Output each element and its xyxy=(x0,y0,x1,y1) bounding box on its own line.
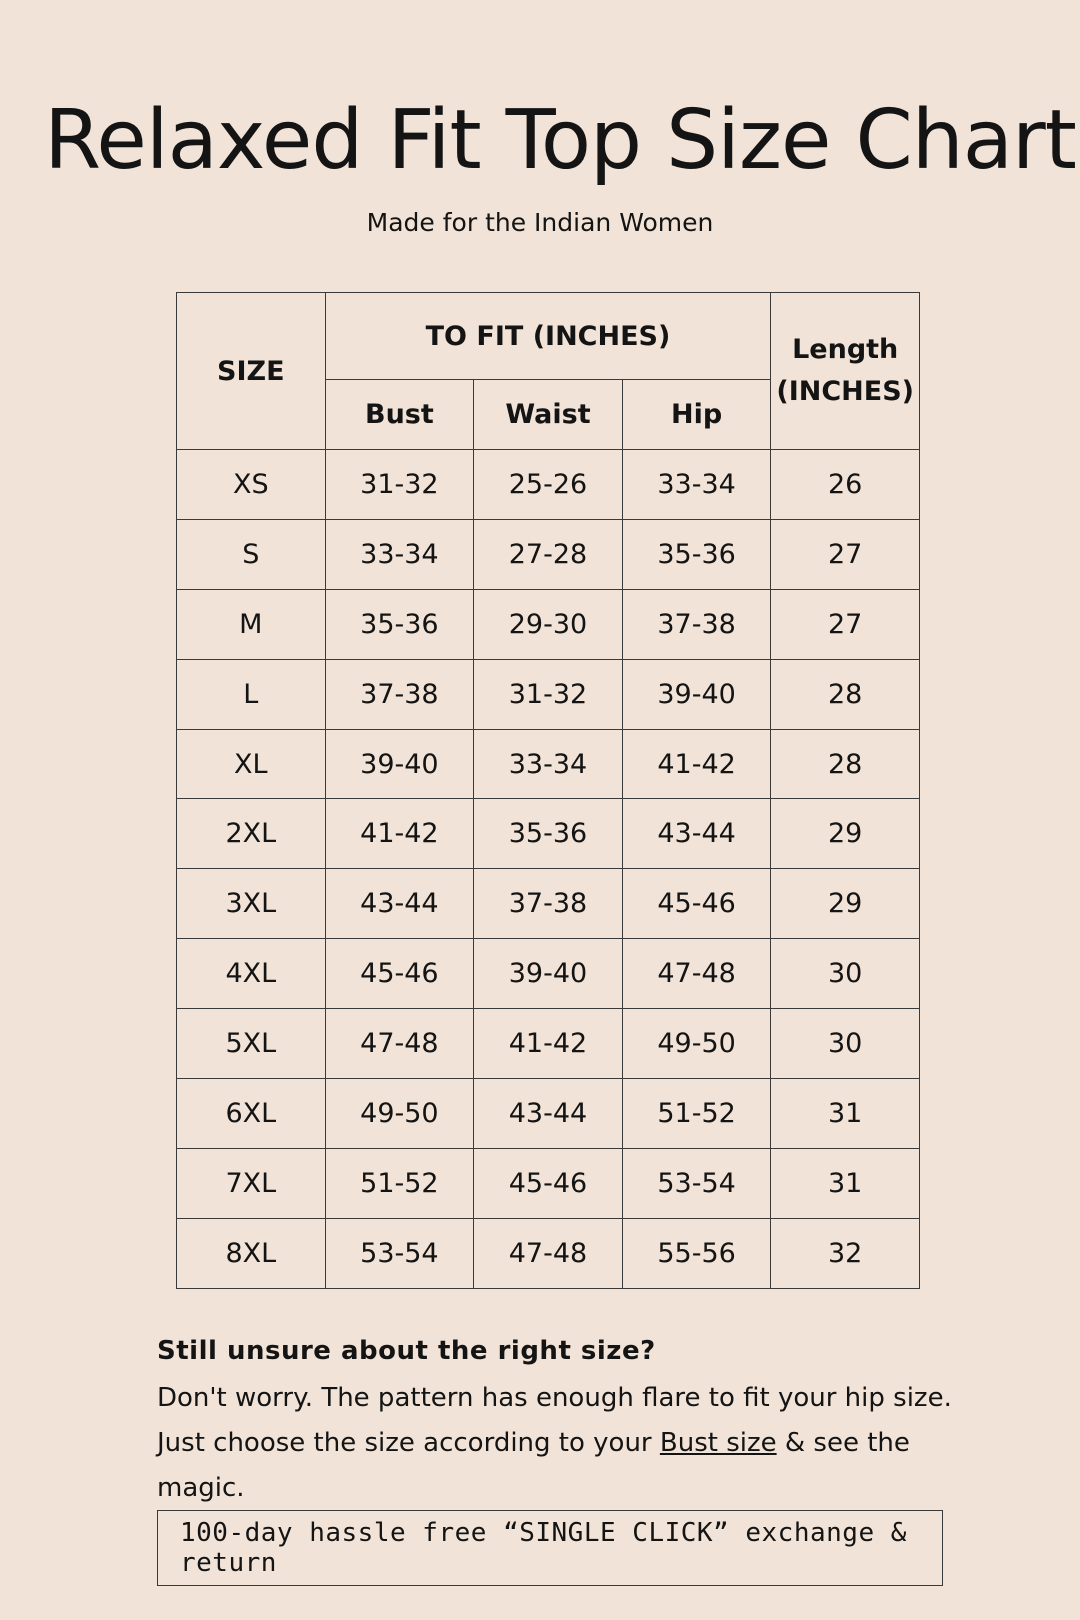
bust-cell: 51-52 xyxy=(325,1148,474,1218)
waist-cell: 31-32 xyxy=(474,659,623,729)
waist-cell: 39-40 xyxy=(474,939,623,1009)
bust-cell: 39-40 xyxy=(325,729,474,799)
size-cell: L xyxy=(177,659,326,729)
bust-size-link[interactable]: Bust size xyxy=(659,1428,777,1458)
hip-cell: 47-48 xyxy=(622,939,771,1009)
size-help-line2-start: Just choose the size according to your xyxy=(157,1428,660,1458)
hip-cell: 39-40 xyxy=(622,659,771,729)
table-row xyxy=(177,869,920,939)
hip-cell: 51-52 xyxy=(622,1079,771,1149)
table-row xyxy=(177,1148,920,1218)
bust-column-header: Bust xyxy=(325,380,474,450)
length-cell: 29 xyxy=(771,869,920,939)
size-column-header: SIZE xyxy=(177,293,326,450)
length-cell: 27 xyxy=(771,589,920,659)
waist-cell: 25-26 xyxy=(474,450,623,520)
size-help-line2-end: & see the xyxy=(776,1428,910,1458)
size-table-body xyxy=(177,450,920,1289)
length-cell: 28 xyxy=(771,729,920,799)
length-header-line2: (INCHES) xyxy=(776,376,914,407)
hip-cell: 41-42 xyxy=(622,729,771,799)
length-cell: 29 xyxy=(771,799,920,869)
size-cell: XL xyxy=(177,729,326,799)
hip-cell: 55-56 xyxy=(622,1218,771,1288)
table-row xyxy=(177,799,920,869)
size-cell: 6XL xyxy=(177,1079,326,1149)
table-row xyxy=(177,1009,920,1079)
size-chart-table xyxy=(176,292,920,1289)
bust-cell: 53-54 xyxy=(325,1218,474,1288)
table-row xyxy=(177,519,920,589)
exchange-return-label: 100-day hassle free “SINGLE CLICK” exchange & return xyxy=(180,1518,907,1578)
bust-cell: 31-32 xyxy=(325,450,474,520)
size-cell: 2XL xyxy=(177,799,326,869)
size-help-text xyxy=(157,1376,957,1511)
hip-cell: 49-50 xyxy=(622,1009,771,1079)
waist-cell: 41-42 xyxy=(474,1009,623,1079)
bust-cell: 45-46 xyxy=(325,939,474,1009)
table-row xyxy=(177,659,920,729)
length-column-header xyxy=(771,293,920,450)
table-row xyxy=(177,1079,920,1149)
waist-cell: 43-44 xyxy=(474,1079,623,1149)
waist-cell: 47-48 xyxy=(474,1218,623,1288)
size-cell: 4XL xyxy=(177,939,326,1009)
hip-column-header: Hip xyxy=(622,380,771,450)
length-cell: 26 xyxy=(771,450,920,520)
length-cell: 32 xyxy=(771,1218,920,1288)
hip-cell: 45-46 xyxy=(622,869,771,939)
bust-cell: 35-36 xyxy=(325,589,474,659)
length-cell: 30 xyxy=(771,939,920,1009)
bust-cell: 41-42 xyxy=(325,799,474,869)
waist-cell: 29-30 xyxy=(474,589,623,659)
size-help-section xyxy=(157,1336,957,1511)
exchange-return-banner xyxy=(157,1510,943,1586)
waist-cell: 35-36 xyxy=(474,799,623,869)
length-header-line1: Length xyxy=(792,334,899,366)
length-cell: 31 xyxy=(771,1148,920,1218)
size-help-title: Still unsure about the right size? xyxy=(157,1336,656,1366)
bust-cell: 43-44 xyxy=(325,869,474,939)
size-cell: 5XL xyxy=(177,1009,326,1079)
table-row xyxy=(177,589,920,659)
size-cell: 3XL xyxy=(177,869,326,939)
hip-cell: 33-34 xyxy=(622,450,771,520)
table-row xyxy=(177,1218,920,1288)
waist-cell: 27-28 xyxy=(474,519,623,589)
size-cell: 8XL xyxy=(177,1218,326,1288)
length-cell: 27 xyxy=(771,519,920,589)
waist-cell: 45-46 xyxy=(474,1148,623,1218)
waist-cell: 33-34 xyxy=(474,729,623,799)
table-row xyxy=(177,939,920,1009)
size-help-line3: magic. xyxy=(157,1473,245,1503)
size-cell: XS xyxy=(177,450,326,520)
page-title: Relaxed Fit Top Size Chart xyxy=(44,93,1076,188)
to-fit-header: TO FIT (INCHES) xyxy=(325,293,771,380)
waist-cell: 37-38 xyxy=(474,869,623,939)
bust-cell: 47-48 xyxy=(325,1009,474,1079)
hip-cell: 35-36 xyxy=(622,519,771,589)
length-cell: 30 xyxy=(771,1009,920,1079)
length-cell: 31 xyxy=(771,1079,920,1149)
length-cell: 28 xyxy=(771,659,920,729)
bust-cell: 33-34 xyxy=(325,519,474,589)
table-row xyxy=(177,450,920,520)
hip-cell: 43-44 xyxy=(622,799,771,869)
bust-cell: 37-38 xyxy=(325,659,474,729)
size-cell: M xyxy=(177,589,326,659)
size-cell: S xyxy=(177,519,326,589)
size-help-line1: Don't worry. The pattern has enough flare to fit your hip size. xyxy=(157,1383,952,1413)
size-cell: 7XL xyxy=(177,1148,326,1218)
hip-cell: 53-54 xyxy=(622,1148,771,1218)
table-row xyxy=(177,729,920,799)
waist-column-header: Waist xyxy=(474,380,623,450)
page-subtitle: Made for the Indian Women xyxy=(366,208,714,237)
bust-cell: 49-50 xyxy=(325,1079,474,1149)
hip-cell: 37-38 xyxy=(622,589,771,659)
